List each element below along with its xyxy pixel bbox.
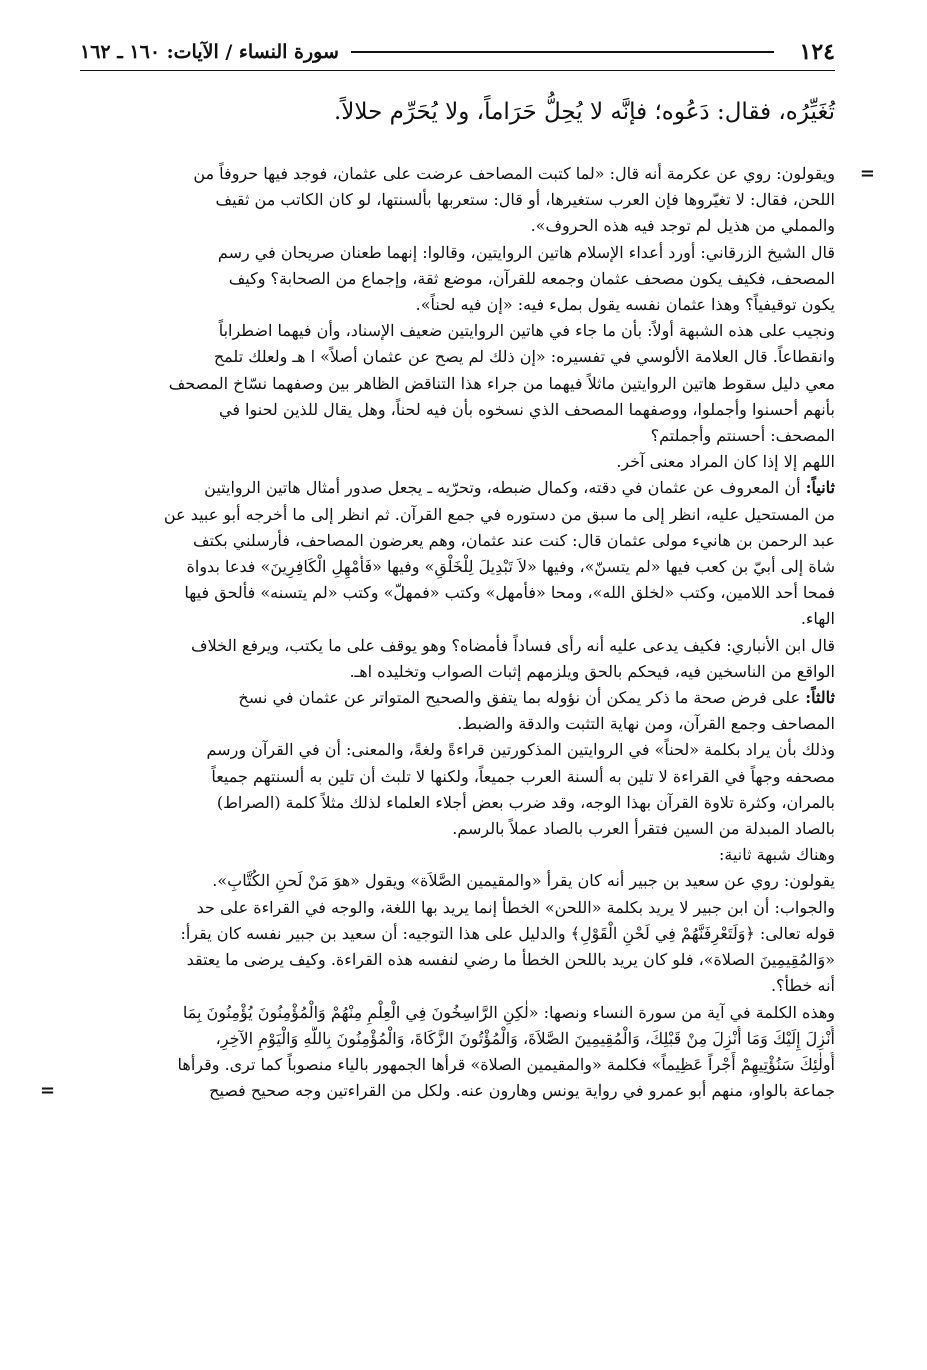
footnote-line	[80, 240, 835, 266]
footnote-text: اللحن، فقال: لا تغيّروها فإن العرب ستغيرها، أو قال: ستعربها بألسنتها، لو كان الكاتب من ثقيف	[215, 190, 835, 210]
footnote-text: وهذه الكلمة في آية من سورة النساء ونصها: «لٰكِنِ الرَّاسِخُونَ فِي الْعِلْمِ مِنْهُمْ وَالْمُؤْمِنُونَ يُؤْمِنُونَ بِمَا	[182, 1002, 835, 1022]
footnote-text: عبد الرحمن بن هانيء مولى عثمان قال: كنت عند عثمان، وهم يعرضون المصاحف، فأرسلني بكتف	[192, 530, 835, 550]
footnote-text: مصحفه وجهاً في القراءة لا تلين به ألسنة العرب جميعاً، ولكنها لا تلبث أن تلين به ألسنتهم جميعاً	[211, 766, 835, 786]
footnote-text: أن المعروف عن عثمان في دقته، وكمال ضبطه، وتحرّيه ـ يجعل صدور أمثال هاتين الروايتين	[204, 478, 801, 498]
footnote-text: بالمران، وكثرة تلاوة القرآن بهذا الوجه، وقد ضرب بعض أجلاء العلماء لذلك مثلاً كلمة (الصراط)	[216, 792, 835, 812]
footnote-line	[80, 397, 835, 423]
footnote-line	[80, 423, 835, 449]
footnote-text: «وَالمُقِيمِينَ الصلاة»، فلو كان يريد باللحن الخطأ ما رضي لنفسه هذه القراءة. وكيف يرضى ما يعتقد	[186, 950, 835, 970]
footnote-text: بالصاد المبدلة من السين فتقرأ العرب بالصاد عملاً بالرسم.	[452, 819, 835, 839]
footnote-paragraph	[80, 868, 835, 894]
footnote-line	[80, 1052, 835, 1078]
footnote-line	[80, 266, 835, 292]
footnote-line	[80, 659, 835, 685]
footnote-text: ونجيب على هذه الشبهة أولاً: بأن ما جاء في هاتين الروايتين ضعيف الإسناد، وأن فيهما اضطراباً	[218, 321, 835, 341]
footnote-line	[80, 816, 835, 842]
footnote-line	[80, 737, 835, 763]
footnote-text: شاة إلى أبيّ بن كعب فيها «لم يتسنّ»، وفيها «لاَ تَبْدِيلَ لِلْخَلْقِ» وفيها «فَأَمْهِلِ الْكَافِرِينَ» فدعا بدواة	[186, 557, 835, 577]
footnote-line	[80, 1000, 835, 1026]
footnote-text: وهناك شبهة ثانية:	[719, 845, 835, 865]
footnote-line	[80, 187, 835, 213]
footnote-paragraph	[80, 633, 835, 685]
footnote-line	[80, 344, 835, 370]
footnote-line	[80, 292, 835, 318]
continuation-mark-end: =	[40, 1080, 56, 1102]
footnote-line	[80, 973, 835, 999]
continuation-mark: =	[859, 163, 875, 184]
footnote-text: أُولٰئِكَ سَنُؤْتِيهِمْ أَجْراً عَظِيماً» فكلمة «والمقيمين الصلاة» قرأها الجمهور بالياء منصوباً كما ترى. وقرأها	[177, 1054, 835, 1074]
footnote-line	[80, 633, 835, 659]
page-header	[80, 34, 835, 71]
footnote-line	[80, 868, 835, 894]
footnote-line	[80, 1026, 835, 1052]
footnote-lead: ثانياً:	[805, 478, 835, 498]
footnote-text: جماعة بالواو، منهم أبو عمرو في رواية يونس وهارون عنه. ولكل من القراءتين وجه صحيح فصيح	[209, 1081, 835, 1101]
surah-title: سورة النساء / الآيات: ١٦٠ ـ ١٦٢	[80, 41, 339, 63]
footnote-line	[80, 711, 835, 737]
footnote-line	[80, 554, 835, 580]
footnote-text: أُنْزِلَ إِلَيْكَ وَمَا أُنْزِلَ مِنْ قَبْلِكَ، وَالْمُقِيمِينَ الصَّلاَةَ، وَالْمُؤْتُونَ الزَّكَاةَ، وَالْمُؤْمِنُونَ بِاللَّهِ وَالْيَوْمِ الآخِرِ،	[215, 1028, 835, 1048]
footnote-line	[80, 790, 835, 816]
footnote-text: ويقولون: روي عن عكرمة أنه قال: «لما كتبت المصاحف عرضت على عثمان، فوجد فيها حروفاً من	[193, 164, 835, 183]
footnote-text: يكون توقيفياً؟ وهذا عثمان نفسه يقول بملء فيه: «إن فيه لحناً».	[415, 295, 835, 315]
footnote-line	[80, 606, 835, 632]
footnotes	[40, 161, 875, 1104]
footnote-text: الهاء.	[800, 609, 835, 629]
footnote-text: قال الشيخ الزرقاني: أورد أعداء الإسلام هاتين الروايتين، وقالوا: إنهما طعنان صريحان في رسم	[217, 242, 835, 262]
footnote-text: الواقع من الناسخين فيه، فيحكم بالحق ويلزمهم إثبات الصواب وتخليده اهـ.	[349, 661, 835, 681]
footnote-text: فمحا أحد اللامين، وكتب «لخلق الله»، ومحا «فأمهل» وكتب «فمهلّ» وكتب «لم يتسنه» فألحق فيها	[184, 583, 835, 603]
header-rule	[351, 51, 774, 53]
footnote-text: وانقطاعاً. قال العلامة الألوسي في تفسيره: «إن ذلك لم يصح عن عثمان أصلاً» ا هـ ولعلك تلمح	[213, 347, 835, 367]
footnote-paragraph	[80, 737, 835, 868]
footnote-line	[80, 947, 835, 973]
footnote-text: قال ابن الأنباري: فكيف يدعى عليه أنه رأى فساداً فأمضاه؟ وهو يوقف على ما يكتب، ويرفع الخلاف	[190, 635, 835, 655]
page-number: ١٢٤	[799, 39, 835, 65]
footnote-line	[80, 161, 835, 187]
footnote-text: والجواب: أن ابن جبير لا يريد بكلمة «اللحن» الخطأ إنما يريد بها اللغة، والوجه في القراءة على حد	[196, 897, 835, 917]
footnote-paragraph	[80, 240, 835, 319]
footnote-text: المصحف، فكيف يكون مصحف عثمان وجمعه للقرآن، موضع ثقة، وإجماع من الصحابة؟ وكيف	[228, 268, 835, 288]
footnote-line	[80, 685, 835, 711]
footnote-text: قوله تعالى: ﴿وَلَتَعْرِفَنَّهُمْ فِي لَحْنِ الْقَوْلِ﴾ والدليل على هذا التوجيه: أن سعيد بن جبير نفسه كان يقرأ:	[180, 923, 835, 943]
footnote-text: المصاحف وجمع القرآن، ومن نهاية التثبت والدقة والضبط.	[457, 714, 835, 734]
footnote-text: أنه خطأ؟.	[770, 976, 835, 996]
footnote-line	[80, 318, 835, 344]
footnote-text: وذلك بأن يراد بكلمة «لحناً» في الروايتين المذكورتين قراءةً ولغةً، والمعنى: أن في القرآن ورسم	[206, 740, 835, 760]
footnote-line	[80, 449, 835, 475]
footnote-paragraph	[80, 1000, 835, 1105]
footnote-line	[80, 371, 835, 397]
footnote-paragraph	[80, 475, 835, 632]
footnote-line	[80, 502, 835, 528]
footnote-line	[80, 921, 835, 947]
main-text: تُغَيِّرُه، فقال: دَعُوه؛ فإنَّه لا يُحِلُّ حَرَاماً، ولا يُحَرِّم حلالاً.	[333, 99, 835, 125]
footnote-text: من المستحيل عليه، انظر إلى ما سبق من دستوره في جمع القرآن. ثم انظر إلى ما أخرجه أبو عبيد عن	[163, 504, 835, 524]
footnote-paragraph	[80, 318, 835, 475]
footnote-text: على فرض صحة ما ذكر يمكن أن نؤوله بما يتفق والصحيح المتواتر عن عثمان في نسخ	[238, 688, 801, 708]
footnote-paragraph	[80, 895, 835, 1000]
footnote-text: يقولون: روي عن سعيد بن جبير أنه كان يقرأ «والمقيمين الصَّلاَة» ويقول «هوَ مَنْ لَحنِ الكُتَّابِ».	[212, 871, 835, 891]
footnote-text: والمملي من هذيل لم توجد فيه هذه الحروف».	[530, 216, 835, 236]
footnote-text: بأنهم أحسنوا وأجملوا، ووصفهما المصحف الذي نسخوه بأن فيه لحناً، وهل يقال للذين لحنوا في	[218, 399, 835, 419]
footnote-text: المصحف: أحسنتم وأجملتم؟	[650, 426, 835, 446]
footnote-text: معي دليل سقوط هاتين الروايتين ماثلاً فيهما من جراء هذا التناقض الظاهر بين وصفهما نسّاخ المصحف	[168, 373, 835, 393]
footnote-line	[80, 1078, 835, 1104]
footnote-line	[80, 895, 835, 921]
footnote-line	[80, 764, 835, 790]
footnote-paragraph	[80, 161, 835, 240]
footnote-line	[80, 213, 835, 239]
footnote-paragraph	[80, 685, 835, 737]
footnote-line	[80, 528, 835, 554]
footnote-line	[80, 475, 835, 501]
footnote-lead: ثالثاً:	[805, 688, 835, 708]
footnote-line	[80, 842, 835, 868]
footnote-text: اللهم إلا إذا كان المراد معنى آخر.	[616, 452, 835, 472]
footnote-line	[80, 580, 835, 606]
